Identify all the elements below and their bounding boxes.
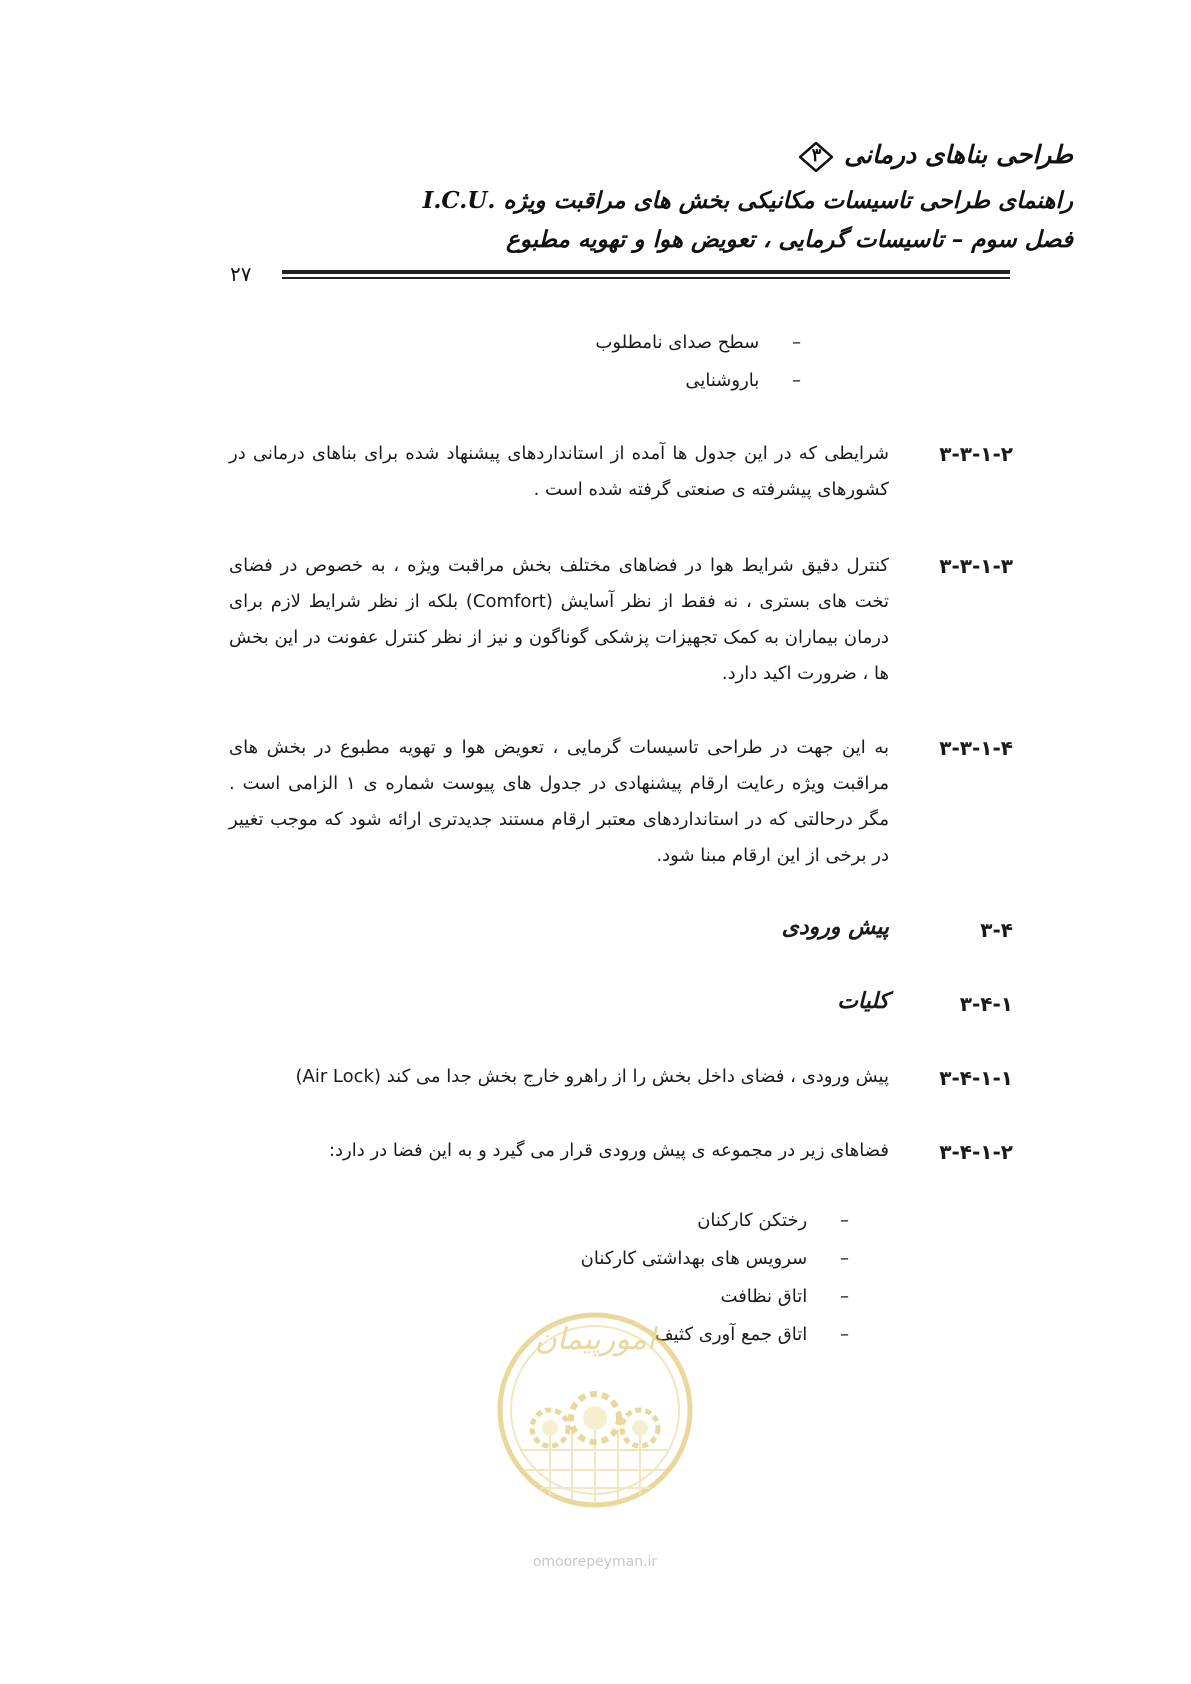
subheading-number: ۳-۴-۱ [959, 992, 1013, 1016]
bullet-text: اتاق نظافت [720, 1286, 808, 1307]
bullet-text: رختکن کارکنان [697, 1210, 808, 1231]
header-book-title [797, 140, 1073, 172]
bullet-dash: – [792, 370, 801, 391]
watermark-logo [480, 1300, 710, 1600]
bullet-item [595, 332, 801, 353]
watermark-url: omoorepeyman.ir [532, 1554, 658, 1570]
bullet-item [581, 1248, 849, 1269]
page-number: ۲۷ [230, 262, 252, 286]
section-number: ۳-۳-۱-۴ [939, 736, 1013, 760]
subheading-title: کلیات [837, 988, 889, 1014]
item-text: فضاهای زیر در مجموعه ی پیش ورودی قرار می گیرد و به این فضا در دارد: [328, 1140, 889, 1161]
section-number: ۳-۳-۱-۲ [939, 442, 1013, 466]
bullet-dash: – [840, 1324, 849, 1345]
chapter-seal-number: ۳ [811, 144, 822, 166]
section-paragraph: کنترل دقیق شرایط هوا در فضاهای مختلف بخش مراقبت ویژه ، به خصوص در فضای تخت های بستری ، نه فقط از نظر آسایش (Comfort) بلکه از نظر شرایط لازم برای درمان بیماران به کمک تجهیزات پزشکی گوناگون و نیز از نظر کنترل عفونت در این بخش ها ، ضرورت اکید دارد. [229, 555, 889, 684]
item-text: پیش ورودی ، فضای داخل بخش را از راهرو خارج بخش جدا می کند (Air Lock) [295, 1066, 889, 1087]
bullet-text: سطح صدای نامطلوب [595, 332, 760, 353]
bullet-text: اتاق جمع آوری کثیف [654, 1324, 808, 1345]
bullet-text: باروشنایی [685, 370, 760, 391]
item-number: ۳-۴-۱-۲ [939, 1140, 1013, 1164]
heading-title: پیش ورودی [781, 914, 889, 940]
bullet-dash: – [792, 332, 801, 353]
header-guide-title: راهنمای طراحی تاسیسات مکانیکی بخش های مراقبت ویژه .I.C.U [422, 187, 1073, 214]
header-book-title-text: طراحی بناهای درمانی [844, 140, 1073, 169]
bullet-dash: – [840, 1248, 849, 1269]
watermark-logo-text: امورپیمان [534, 1322, 656, 1357]
item-number: ۳-۴-۱-۱ [939, 1066, 1013, 1090]
section-paragraph: به این جهت در طراحی تاسیسات گرمایی ، تعویض هوا و تهویه مطبوع در بخش های مراقبت ویژه رعایت ارقام پیشنهادی در جدول های پیوست شماره ی ۱ الزامی است . مگر درحالتی که در استانداردهای معتبر ارقام مستند جدیدتری ارائه شود که موجب تغییر در برخی از این ارقام مبنا شود. [229, 737, 889, 866]
header-chapter-title: فصل سوم – تاسیسات گرمایی ، تعویض هوا و تهویه مطبوع [506, 226, 1073, 253]
header-rule-thin [282, 277, 1010, 279]
bullet-dash: – [840, 1210, 849, 1231]
bullet-text: سرویس های بهداشتی کارکنان [580, 1248, 808, 1269]
chapter-seal-icon [799, 142, 833, 172]
section-paragraph: شرایطی که در این جدول ها آمده از استانداردهای پیشنهاد شده برای بناهای درمانی در کشورهای پیشرفته ی صنعتی گرفته شده است . [229, 443, 889, 500]
bullet-item [685, 370, 801, 391]
heading-number: ۳-۴ [980, 918, 1013, 942]
bullet-item [721, 1286, 849, 1307]
section-number: ۳-۳-۱-۳ [939, 554, 1013, 578]
bullet-dash: – [840, 1286, 849, 1307]
header-rule-thick [282, 270, 1010, 274]
bullet-item [697, 1210, 849, 1231]
